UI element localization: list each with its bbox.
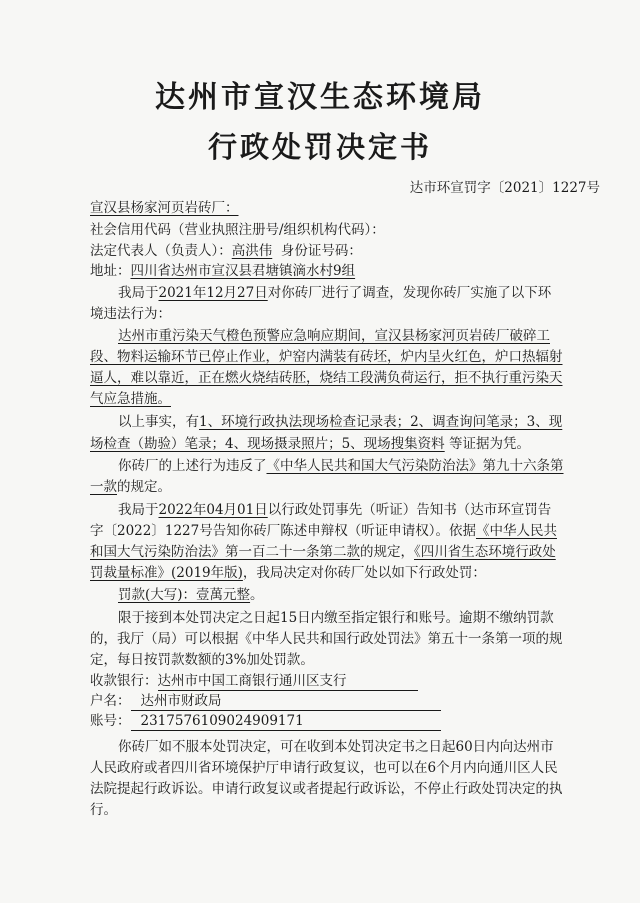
account-name-value: 达州市财政局 <box>131 693 441 711</box>
para-1-line-1: 我局于2021年12月27日对你砖厂进行了调查，发现你砖厂实施了以下环 <box>118 285 552 301</box>
payment-line-1: 限于接到本处罚决定之日起15日内缴至指定银行和账号。逾期不缴纳罚款 <box>118 610 554 626</box>
account-number-line: 账号： 2317576109024909171 <box>90 711 550 731</box>
law-line-1: 你砖厂的上述行为违反了《中华人民共和国大气污染防治法》第九十六条第 <box>118 458 564 474</box>
bank-value: 达州市中国工商银行通川区支行 <box>158 673 418 691</box>
address-line: 地址：四川省达州市宣汉县君塘镇滴水村9组 <box>90 263 356 279</box>
investigation-date: 2021年12月27日 <box>158 285 268 301</box>
violation-line-2: 段、物料运输环节已停止作业，炉窑内满装有砖坯，炉内呈火红色，炉口热辐射 <box>90 349 563 365</box>
violation-line-4: 气应急措施。 <box>90 391 171 407</box>
penalty-line: 罚款(大写)：壹萬元整。 <box>118 587 264 603</box>
account-number-value: 2317576109024909171 <box>131 713 441 731</box>
appeal-line-1: 你砖厂如不服本处罚决定，可在收到本处罚决定书之日起60日内向达州市 <box>118 739 554 755</box>
payment-line-2: 的，我厅（局）可以根据《中华人民共和国行政处罚法》第五十一条第一项的规 <box>90 631 563 647</box>
notice-line-1: 我局于2022年04月01日以行政处罚事先（听证）告知书（达市环宣罚告 <box>118 502 552 518</box>
violation-line-3: 逼人，难以靠近，正在燃火烧结砖胚，烧结工段满负荷运行，拒不执行重污染天 <box>90 370 563 386</box>
notice-line-3: 和国大气污染防治法》第一百二十一条第二款的规定，《四川省生态环境行政处 <box>90 544 556 560</box>
party-name: 宣汉县杨家河页岩砖厂： <box>90 200 239 216</box>
legal-rep-line: 法定代表人（负责人）：高洪伟 身份证号码： <box>90 243 362 259</box>
violation-line-1: 达州市重污染天气橙色预警应急响应期间，宣汉县杨家河页岩砖厂破碎工 <box>118 328 550 344</box>
appeal-line-3: 法院提起行政诉讼。申请行政复议或者提起行政诉讼，不停止行政处罚决定的执 <box>90 781 563 797</box>
appeal-line-2: 人民政府或者四川省环境保护厅申请行政复议，也可以在6个月内向通川区人民 <box>90 760 558 776</box>
law-line-2: 一款的规定。 <box>90 479 171 495</box>
notice-line-2: 字〔2022〕1227号告知你砖厂陈述申辩权（听证申请权）。依据《中华人民共 <box>90 523 557 539</box>
address-value: 四川省达州市宣汉县君塘镇滴水村9组 <box>130 263 356 279</box>
para-1-line-2: 境违法行为： <box>90 306 171 322</box>
evidence-line-2: 场检查（勘验）笔录；4、现场摄录照片；5、现场搜集资料 等证据为凭。 <box>90 436 530 452</box>
credit-code-line: 社会信用代码（营业执照注册号/组织机构代码）： <box>90 222 385 238</box>
appeal-line-4: 行。 <box>90 802 117 818</box>
document-type-title: 行政处罚决定书 <box>207 130 432 164</box>
notice-line-4: 罚裁量标准》(2019年版)，我局决定对你砖厂处以如下行政处罚： <box>90 565 486 581</box>
legal-rep-name: 高洪伟 <box>231 243 273 259</box>
payment-line-3: 定，每日按罚款数额的3%加处罚款。 <box>90 652 314 668</box>
bank-line: 收款银行：达州市中国工商银行通川区支行 <box>90 671 550 691</box>
notice-date: 2022年04月01日 <box>158 502 268 518</box>
evidence-line-1: 以上事实，有1、环境行政执法现场检查记录表；2、调查询问笔录；3、现 <box>118 414 563 430</box>
account-name-line: 户名： 达州市财政局 <box>90 691 550 711</box>
document-org-title: 达州市宣汉生态环境局 <box>155 80 485 115</box>
penalty-amount: 罚款(大写)：壹萬元整 <box>118 587 251 603</box>
document-number: 达市环宣罚字〔2021〕1227号 <box>409 180 600 196</box>
